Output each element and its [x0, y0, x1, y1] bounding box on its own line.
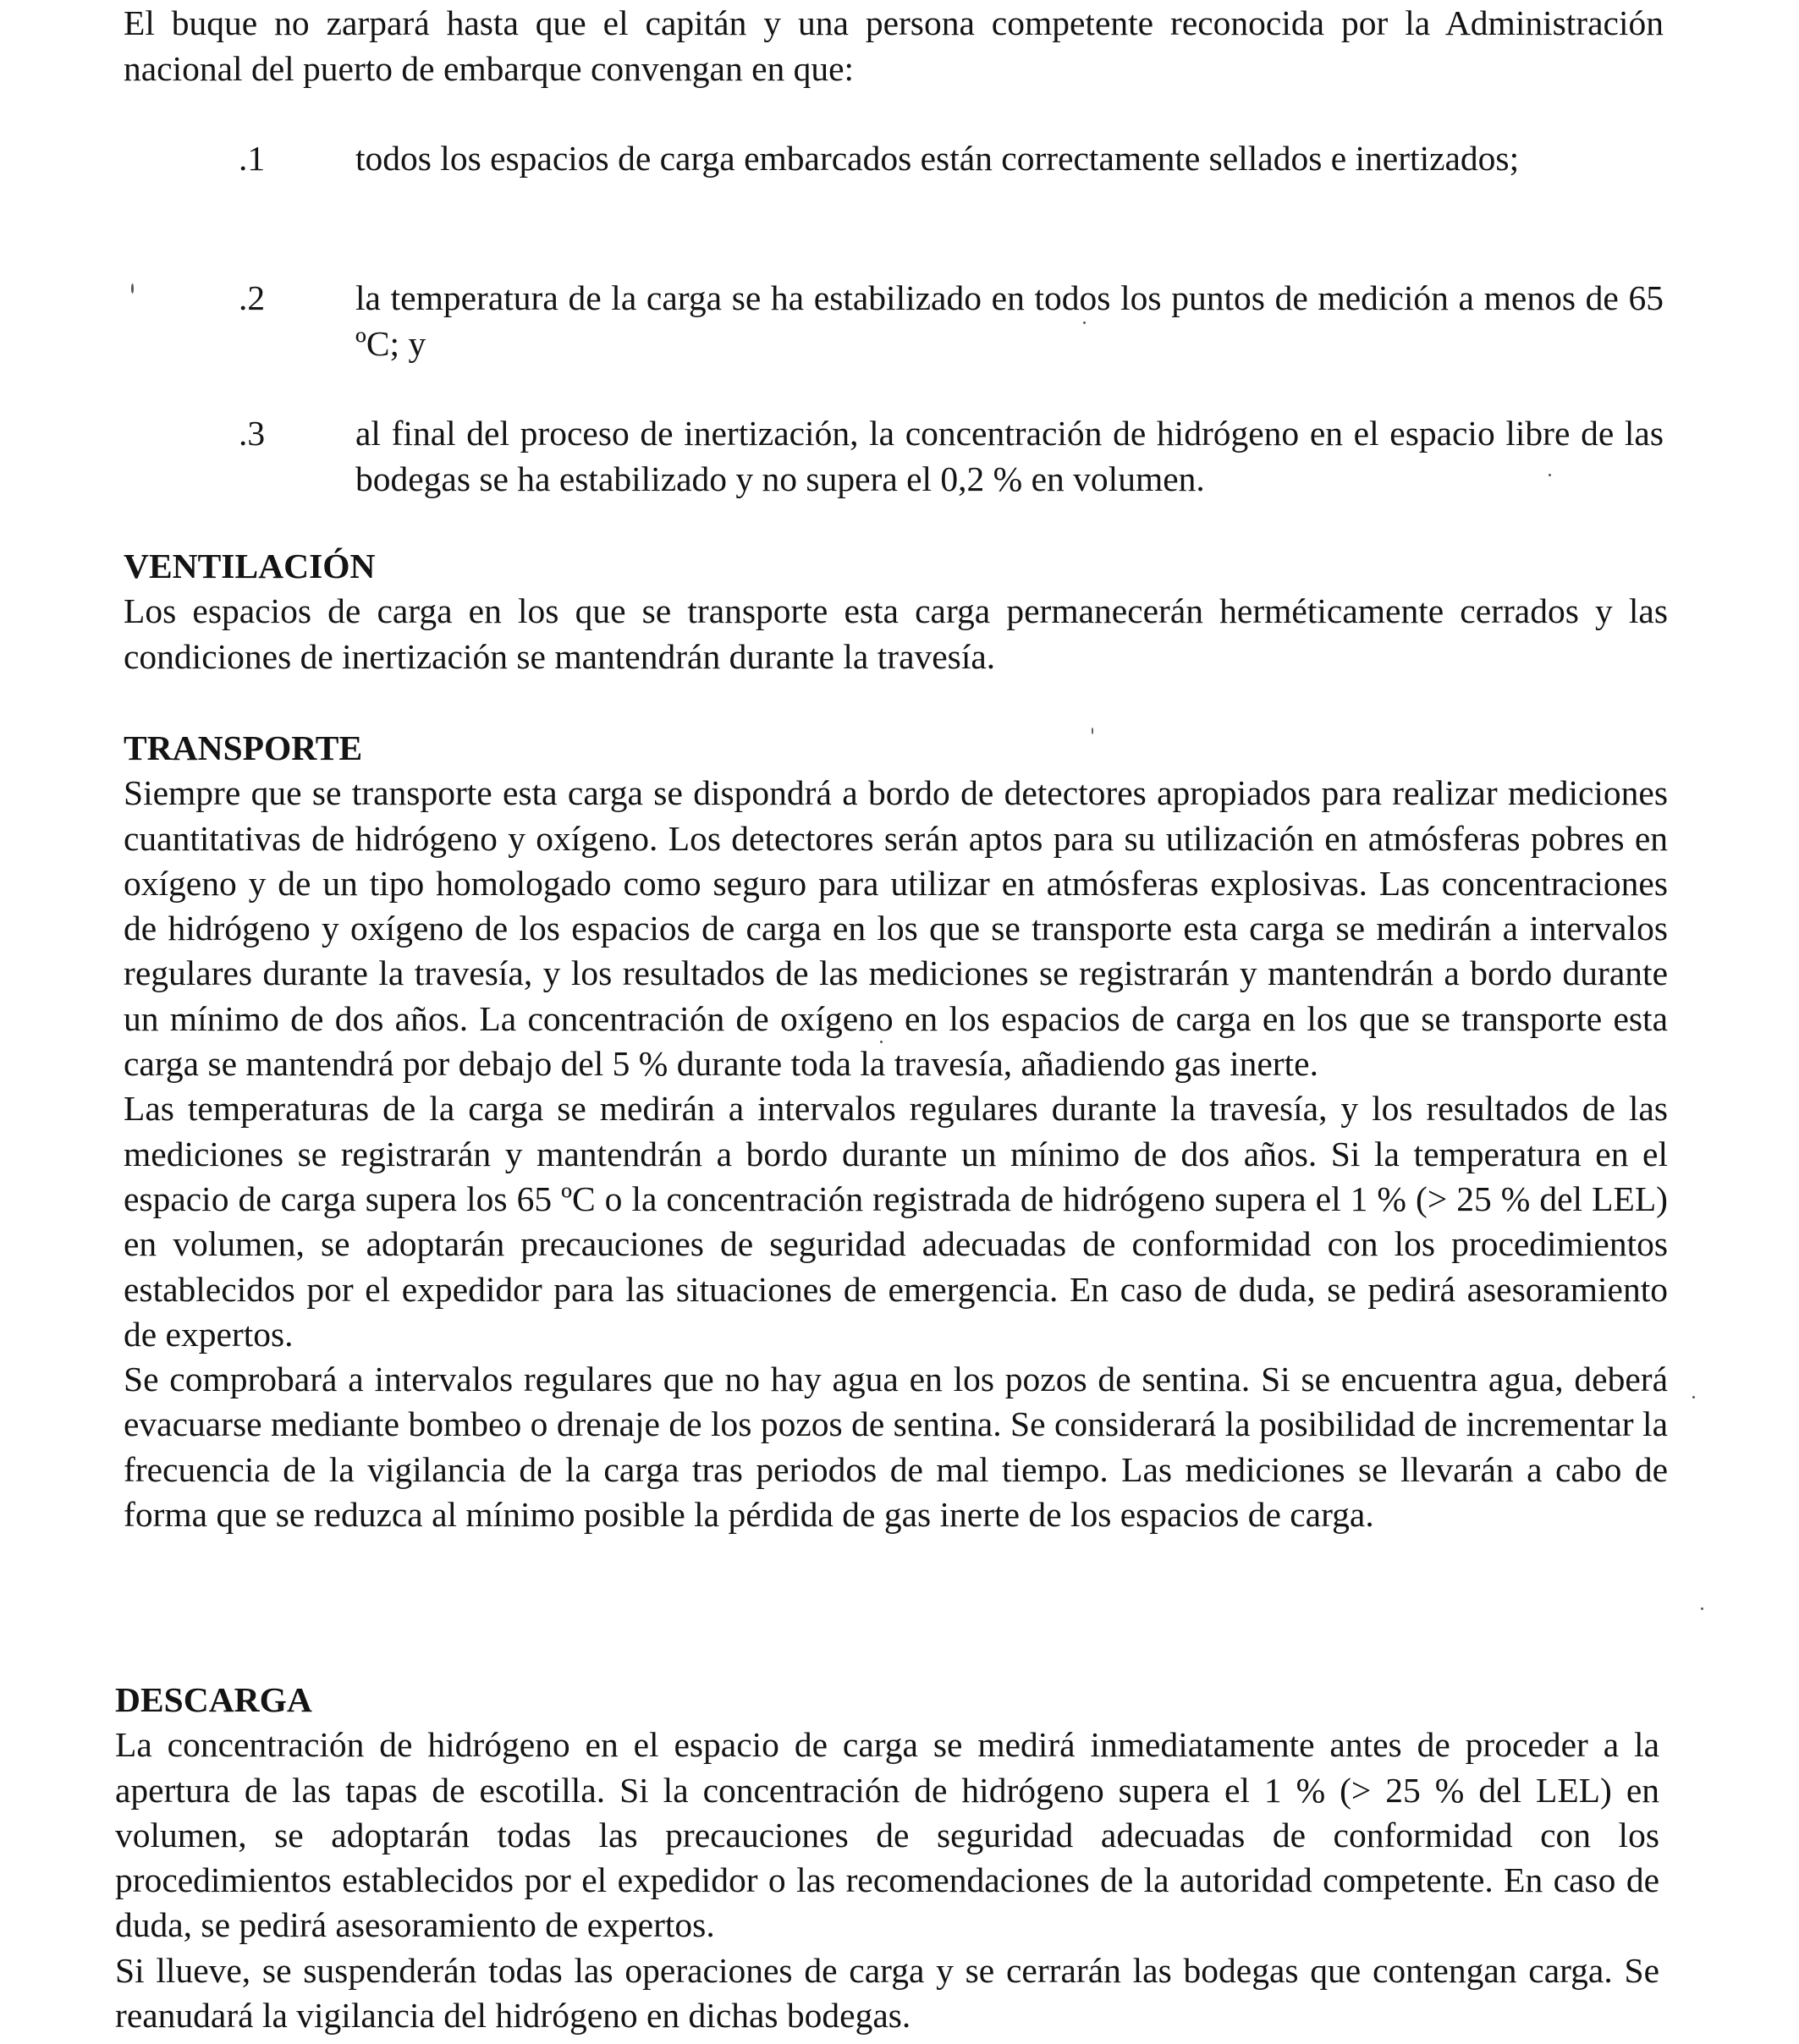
condition-number: .1 — [239, 139, 266, 178]
scan-speck — [131, 283, 134, 294]
intro-paragraph: El buque no zarpará hasta que el capitán y una persona competente reconocida por la Administración nacional del puerto de embarque convengan en que: — [124, 3, 1664, 88]
scan-speck — [1692, 1396, 1695, 1398]
section-paragraph: Los espacios de carga en los que se transporte esta carga permanecerán herméticamente cerrados y las condiciones de inertización se mantendrán durante la travesía. — [124, 591, 1668, 676]
scan-speck — [880, 1041, 883, 1043]
condition-item — [124, 410, 1664, 502]
section-paragraph: Las temperaturas de la carga se medirán a intervalos regulares durante la travesía, y los resultados de las mediciones se registrarán y mantendrán a bordo durante un mínimo de dos años. Si la temperatura en el espacio de carga supera los 65 ºC o la concentración registrada de hidrógeno supera el 1 % (> 25 % del LEL) en volumen, se adoptarán precauciones de seguridad adecuadas de conformidad con los procedimientos establecidos por el expedidor para las situaciones de emergencia. En caso de duda, se pedirá asesoramiento de expertos. — [124, 1089, 1668, 1354]
section-paragraph: Si llueve, se suspenderán todas las operaciones de carga y se cerrarán las bodegas que contengan carga. Se reanudará la vigilancia del hidrógeno en dichas bodegas. — [115, 1950, 1659, 2036]
condition-text: todos los espacios de carga embarcados están correctamente sellados e inertizados; — [355, 139, 1520, 178]
section-heading: TRANSPORTE — [124, 728, 363, 767]
condition-text: la temperatura de la carga se ha estabilizado en todos los puntos de medición a menos de 65 ºC; y — [355, 278, 1664, 363]
section-paragraph: Siempre que se transporte esta carga se dispondrá a bordo de detectores apropiados para realizar mediciones cuantitativas de hidrógeno y oxígeno. Los detectores serán aptos para su utilización en atmósferas pobres en oxígeno y de un tipo homologado como seguro para utilizar en atmósferas explosivas. Las concentraciones de hidrógeno y oxígeno de los espacios de carga en los que se transporte esta carga se medirán a intervalos regulares durante la travesía, y los resultados de las mediciones se registrarán y mantendrán a bordo durante un mínimo de dos años. La concentración de oxígeno en los espacios de carga en los que se transporte esta carga se mantendrá por debajo del 5 % durante toda la travesía, añadiendo gas inerte. — [124, 773, 1668, 1084]
section-paragraph: Se comprobará a intervalos regulares que no hay agua en los pozos de sentina. Si se encuentra agua, deberá evacuarse mediante bombeo o drenaje de los pozos de sentina. Se considerará la posibilidad de incrementar la frecuencia de la vigilancia de la carga tras periodos de mal tiempo. Las mediciones se llevarán a cabo de forma que se reduzca al mínimo posible la pérdida de gas inerte de los espacios de carga. — [124, 1360, 1668, 1535]
condition-item — [124, 135, 1664, 181]
condition-text: al final del proceso de inertización, la concentración de hidrógeno en el espacio libre de las bodegas se ha estabilizado y no supera el 0,2 % en volumen. — [355, 414, 1664, 498]
section-transporte — [124, 726, 1668, 1537]
section-paragraph: La concentración de hidrógeno en el espacio de carga se medirá inmediatamente antes de proceder a la apertura de las tapas de escotilla. Si la concentración de hidrógeno supera el 1 % (> 25 % del LEL) en volumen, se adoptarán todas las precauciones de seguridad adecuadas de conformidad con los procedimientos establecidos por el expedidor o las recomendaciones de la autoridad competente. En caso de duda, se pedirá asesoramiento de expertos. — [115, 1725, 1659, 1945]
section-heading: DESCARGA — [115, 1680, 312, 1719]
scan-speck — [1701, 1607, 1703, 1610]
scan-speck — [1549, 474, 1551, 476]
section-ventilacion — [124, 544, 1668, 679]
scan-speck — [1083, 321, 1086, 324]
section-descarga — [115, 1678, 1659, 2038]
section-heading: VENTILACIÓN — [124, 547, 376, 585]
scan-speck — [1092, 728, 1093, 734]
condition-item — [124, 275, 1664, 366]
condition-number: .3 — [239, 414, 266, 453]
condition-number: .2 — [239, 278, 266, 317]
